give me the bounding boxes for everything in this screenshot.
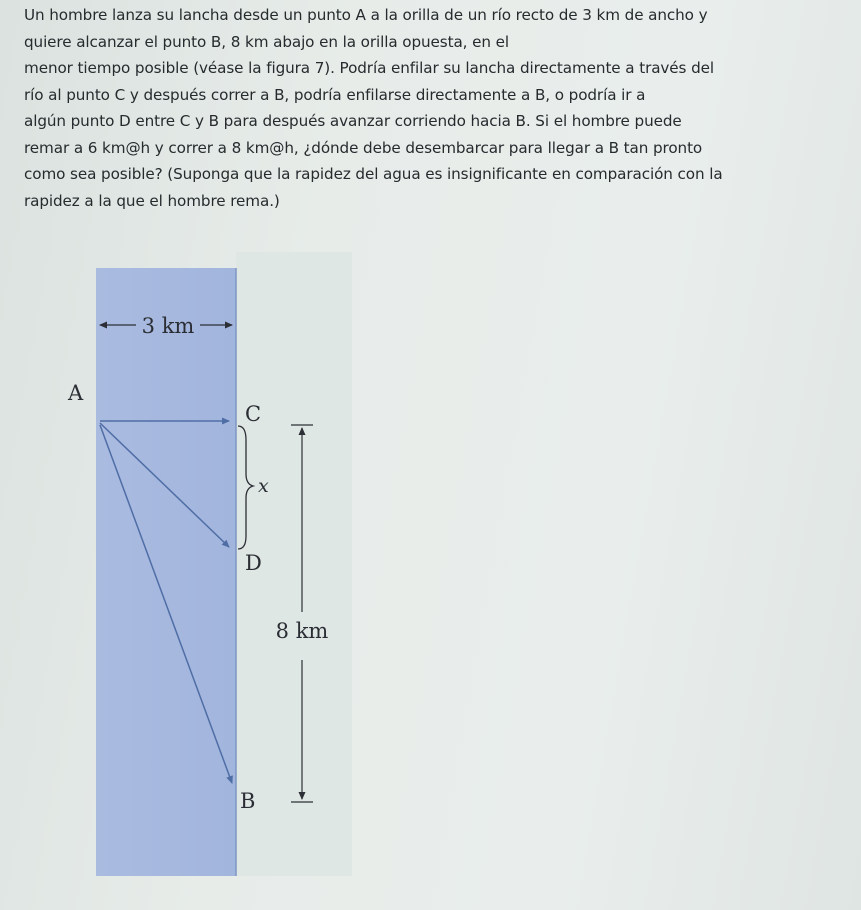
problem-line: Un hombre lanza su lancha desde un punto A a la orilla de un río recto de 3 km de ancho y <box>24 6 708 24</box>
problem-line: como sea posible? (Suponga que la rapidez del agua es insignificante en comparación con la <box>24 165 723 183</box>
problem-line: algún punto D entre C y B para después avanzar corriendo hacia B. Si el hombre puede <box>24 112 682 130</box>
label-point-b: B <box>240 789 256 813</box>
label-point-a: A <box>68 381 84 405</box>
problem-line: remar a 6 km@h y correr a 8 km@h, ¿dónde debe desembarcar para llegar a B tan pronto <box>24 138 703 157</box>
label-point-d: D <box>245 551 262 575</box>
problem-line: quiere alcanzar el punto B, 8 km abajo en la orilla opuesta, en el <box>24 32 509 51</box>
river <box>96 268 236 876</box>
label-point-c: C <box>245 402 262 426</box>
problem-line: menor tiempo posible (véase la figura 7). Podría enfilar su lancha directamente a través del <box>24 59 714 77</box>
label-x: x <box>258 475 269 497</box>
width-label: 3 km <box>141 314 195 338</box>
length-label: 8 km <box>275 619 329 643</box>
problem-line: rapidez a la que el hombre rema.) <box>24 191 280 210</box>
problem-line: río al punto C y después correr a B, podría enfilarse directamente a B, o podría ir a <box>24 85 646 104</box>
